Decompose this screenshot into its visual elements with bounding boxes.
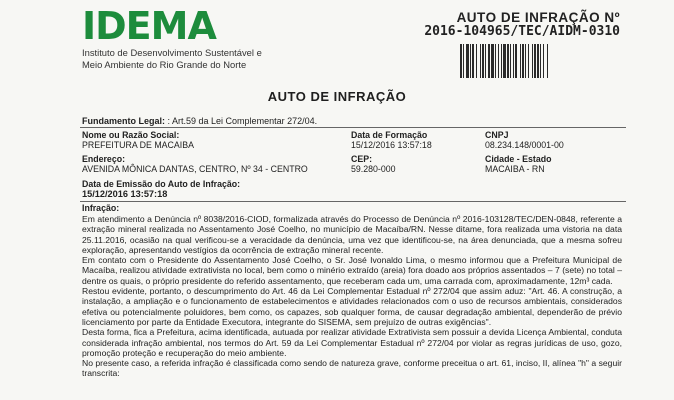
- auto-number: 2016-104965/TEC/AIDM-0310: [424, 24, 620, 39]
- data-formacao-label: Data de Formação: [351, 130, 428, 140]
- cep-value: 59.280-000: [351, 164, 396, 174]
- logo-subtitle-line-2: Meio Ambiente do Rio Grande do Norte: [82, 59, 247, 70]
- cnpj-label: CNPJ: [485, 130, 509, 140]
- endereco-label: Endereço:: [82, 154, 126, 164]
- endereco-value: AVENIDA MÔNICA DANTAS, CENTRO, Nº 34 - CENTRO: [82, 164, 308, 174]
- emissao-label: Data de Emissão do Auto de Infração:: [82, 179, 241, 189]
- data-formacao-value: 15/12/2016 13:57:18: [351, 140, 432, 150]
- infracao-text: [82, 214, 622, 379]
- divider: [80, 201, 626, 202]
- infracao-paragraph: Em contato com o Presidente do Assentamento José Coelho, o Sr. José Ivonaldo Lima, o mesmo informou que a Prefeitura Municipal de Macaíba, realizou atividade extrativista no local, bem como o minério extraído (areia) fora doado aos próprios assentados – 7 (sete) no total – dentre os quais, o próprio presidente do referido assentamento, que receberam cada um, uma carrada com, aproximadamente, 12m³ cada.: [82, 255, 622, 286]
- fundamento-value: : Art.59 da Lei Complementar 272/04.: [167, 116, 318, 126]
- cidade-value: MACAIBA - RN: [485, 164, 545, 174]
- barcode-bar: [548, 44, 549, 78]
- divider: [80, 127, 626, 128]
- infracao-paragraph: Restou evidente, portanto, o descumprimento do Art. 46 da Lei Complementar Estadual nº 272/04 que assim aduz: "Art. 46. A construção, a instalação, a ampliação e o funcionamento de estabelecimentos e atividades relacionados com o uso de recursos ambientais, considerados efetiva ou potencialmente poluidores, bem como, os capazes, sob qualquer forma, de causar degradação ambiental, dependerão de prévio licenciamento por parte da Entidade Executora, integrante do SISEMA, sem prejuízo de outras exigências".: [82, 286, 622, 327]
- emissao-value: 15/12/2016 13:57:18: [82, 189, 168, 199]
- fundamento-label: Fundamento Legal:: [82, 116, 165, 126]
- nome-value: PREFEITURA DE MACAIBA: [82, 140, 194, 150]
- infracao-paragraph: No presente caso, a referida infração é classificada como sendo de natureza grave, conforme preceitua o art. 61, inciso, II, alínea "h" a seguir transcrita:: [82, 358, 622, 379]
- infracao-paragraph: Em atendimento a Denúncia nº 8038/2016-CIOD, formalizada através do Processo de Denúncia nº 2016-103128/TEC/DEN-0848, referente a extração mineral realizada no Assentamento José Coelho, no município de Macaíba/RN. Nesse ditame, fora realizada uma vistoria na data 25.11.2016, ocasião na qual verificou-se a veracidade da denúncia, uma vez que identificou-se, na área denunciada, que a mesma sofreu exploração, apresentando vestígios da ocorrência de extração mineral recente.: [82, 214, 622, 255]
- barcode-image: [460, 44, 624, 78]
- infracao-label: Infração:: [82, 203, 120, 213]
- cidade-label: Cidade - Estado: [485, 154, 552, 164]
- idema-logo: [82, 6, 262, 70]
- auto-title: AUTO DE INFRAÇÃO Nº: [456, 10, 620, 25]
- cnpj-value: 08.234.148/0001-00: [485, 140, 564, 150]
- nome-label: Nome ou Razão Social:: [82, 130, 180, 140]
- document-title: AUTO DE INFRAÇÃO: [267, 89, 407, 104]
- cep-label: CEP:: [351, 154, 373, 164]
- infracao-paragraph: Desta forma, fica a Prefeitura, acima identificada, autuada por realizar atividade Extrativista sem possuir a devida Licença Ambiental, conduta considerada infração ambiental, nos termos do Art. 59 da Lei Complementar Estadual nº 272/04 por violar as regras jurídicas de uso, gozo, promoção proteção e recuperação do meio ambiente.: [82, 327, 622, 358]
- logo-subtitle-line-1: Instituto de Desenvolvimento Sustentável e: [82, 47, 262, 58]
- fundamento-legal: [82, 116, 317, 126]
- logo-mark: IDEMA: [82, 4, 216, 48]
